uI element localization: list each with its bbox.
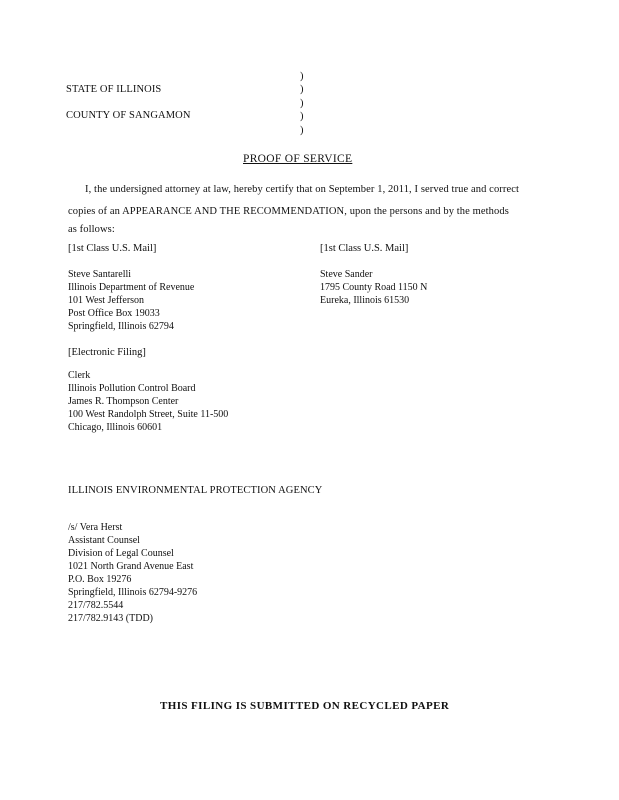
- address-line: Post Office Box 19033: [68, 308, 160, 319]
- signature-line: 217/782.9143 (TDD): [68, 613, 153, 624]
- paren-5: ): [300, 124, 304, 136]
- certification-line-2: [68, 206, 509, 217]
- left-address-block: [68, 268, 194, 333]
- caption-county: COUNTY OF SANGAMON: [66, 110, 191, 121]
- address-line: Illinois Pollution Control Board: [68, 383, 196, 394]
- address-line: James R. Thompson Center: [68, 396, 179, 407]
- signature-block: [68, 521, 197, 625]
- signature-line: P.O. Box 19276: [68, 574, 132, 585]
- left-service-method: [1st Class U.S. Mail]: [68, 243, 157, 254]
- caption-parentheses: [300, 70, 304, 137]
- address-line: 100 West Randolph Street, Suite 11-500: [68, 409, 229, 420]
- right-address-block: [320, 268, 427, 307]
- signature-line: Assistant Counsel: [68, 535, 140, 546]
- line2-suffix: upon the persons and by the methods: [346, 206, 509, 217]
- address-line: Springfield, Illinois 62794: [68, 321, 174, 332]
- paren-4: ): [300, 111, 304, 123]
- certification-line-3: as follows:: [68, 224, 115, 235]
- address-line: Chicago, Illinois 60601: [68, 422, 163, 433]
- right-service-method: [1st Class U.S. Mail]: [320, 243, 409, 254]
- address-line: Steve Sander: [320, 269, 373, 280]
- paren-1: ): [300, 71, 304, 82]
- signature-line: Division of Legal Counsel: [68, 548, 174, 559]
- agency-name: ILLINOIS ENVIRONMENTAL PROTECTION AGENCY: [68, 485, 323, 496]
- signature-line: 217/782.5544: [68, 600, 124, 611]
- recycled-paper-notice: THIS FILING IS SUBMITTED ON RECYCLED PAPER: [160, 700, 450, 712]
- signature-line: 1021 North Grand Avenue East: [68, 561, 194, 572]
- certification-line-1: I, the undersigned attorney at law, hereby certify that on September 1, 2011, I served true and correct: [85, 184, 520, 195]
- caption-state: STATE OF ILLINOIS: [66, 84, 162, 95]
- paren-3: ): [300, 97, 304, 109]
- address-line: Clerk: [68, 370, 91, 381]
- address-line: Steve Santarelli: [68, 269, 132, 280]
- served-documents: APPEARANCE AND THE RECOMMENDATION,: [122, 206, 347, 217]
- signature-line: Springfield, Illinois 62794-9276: [68, 587, 198, 598]
- address-line: Eureka, Illinois 61530: [320, 295, 410, 306]
- electronic-address-block: [68, 369, 228, 434]
- document-title: PROOF OF SERVICE: [243, 153, 353, 165]
- signature-line: /s/ Vera Herst: [68, 522, 123, 533]
- paren-2: ): [300, 84, 304, 96]
- address-line: 101 West Jefferson: [68, 295, 145, 306]
- address-line: Illinois Department of Revenue: [68, 282, 195, 293]
- line2-prefix: copies of an: [68, 206, 123, 217]
- electronic-service-method: [Electronic Filing]: [68, 347, 146, 358]
- address-line: 1795 County Road 1150 N: [320, 282, 428, 293]
